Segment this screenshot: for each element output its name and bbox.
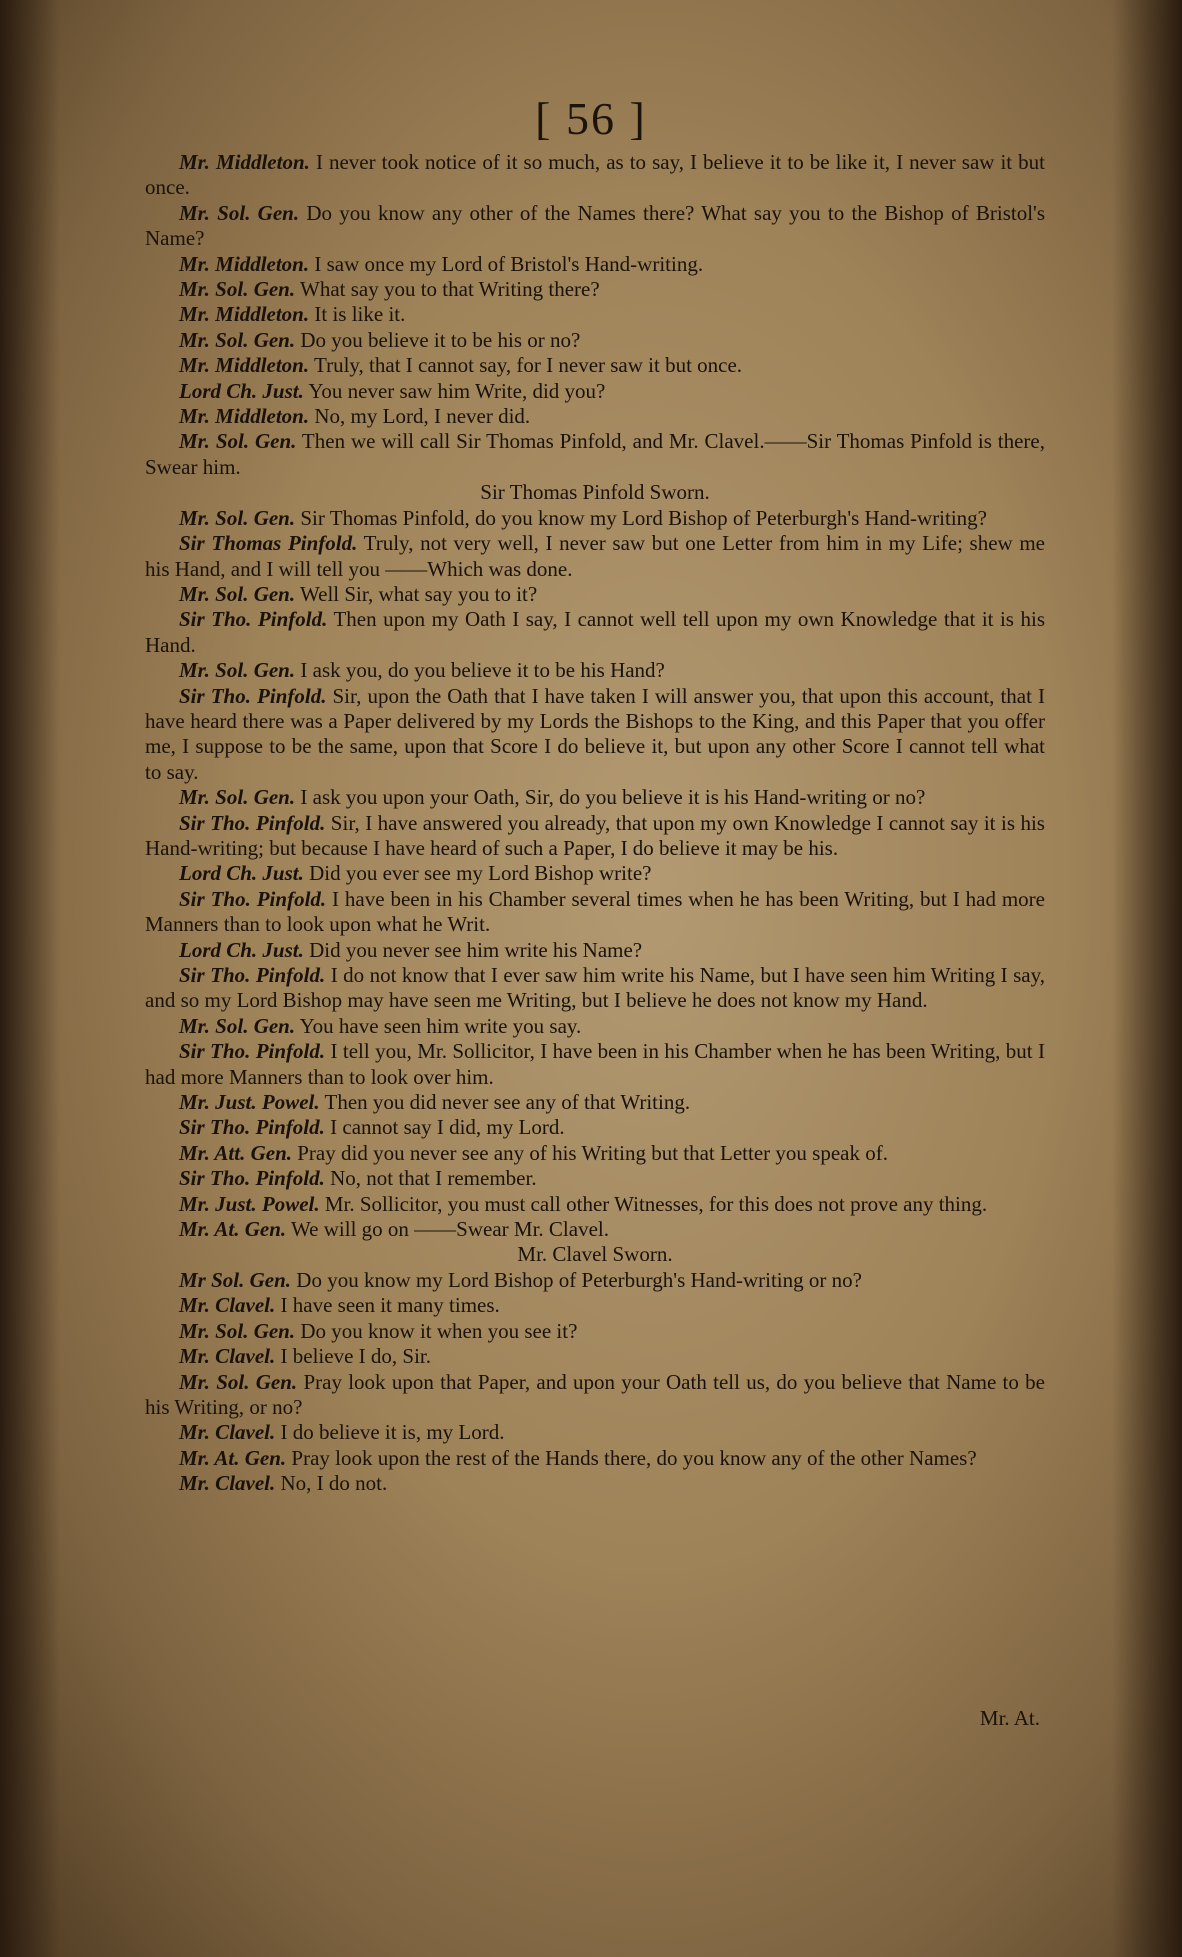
testimony-paragraph bbox=[145, 607, 1045, 658]
testimony-text: You have seen him write you say. bbox=[295, 1013, 582, 1038]
testimony-text: I ask you, do you believe it to be his Hand? bbox=[295, 658, 665, 683]
speaker-label: Sir Tho. Pinfold. bbox=[179, 1166, 325, 1191]
testimony-paragraph bbox=[145, 277, 1045, 302]
testimony-text: Mr. Sollicitor, you must call other Witnesses, for this does not prove any thing. bbox=[319, 1191, 988, 1216]
speaker-label: Mr. Clavel. bbox=[179, 1293, 276, 1318]
speaker-label: Mr. Sol. Gen. bbox=[179, 429, 297, 454]
speaker-label: Mr. Middleton. bbox=[179, 353, 310, 378]
speaker-label: Sir Tho. Pinfold. bbox=[179, 1115, 325, 1140]
testimony-paragraph bbox=[145, 1166, 1045, 1191]
speaker-label: Mr. Att. Gen. bbox=[179, 1140, 292, 1165]
speaker-label: Mr. Sol. Gen. bbox=[179, 1013, 296, 1038]
testimony-text: Did you ever see my Lord Bishop write? bbox=[303, 861, 652, 886]
speaker-label: Mr. Middleton. bbox=[179, 251, 310, 276]
testimony-paragraph bbox=[145, 1141, 1045, 1166]
testimony-paragraph bbox=[145, 506, 1045, 531]
testimony-text: Then upon my Oath I say, I cannot well tell upon my own Knowledge that it is his Hand. bbox=[145, 607, 1045, 657]
testimony-text: Sir, I have answered you already, that upon my own Knowledge I cannot say it is his Hand-writing; but because I have heard of such a Paper, I do believe it may be his. bbox=[145, 810, 1045, 860]
testimony-paragraph bbox=[145, 938, 1045, 963]
testimony-text: No, I do not. bbox=[275, 1471, 388, 1496]
testimony-text: Pray look upon that Paper, and upon your Oath tell us, do you believe that Name to be his Writing, or no? bbox=[145, 1369, 1045, 1419]
speaker-label: Sir Tho. Pinfold. bbox=[179, 607, 328, 632]
testimony-paragraph bbox=[145, 379, 1045, 404]
transcript-body bbox=[145, 150, 1045, 1497]
testimony-paragraph bbox=[145, 1115, 1045, 1140]
testimony-paragraph bbox=[145, 1344, 1045, 1369]
speaker-label: Sir Thomas Pinfold. bbox=[179, 531, 358, 556]
testimony-text: You never saw him Write, did you? bbox=[303, 378, 606, 403]
testimony-text: Do you believe it to be his or no? bbox=[295, 327, 581, 352]
testimony-text: I cannot say I did, my Lord. bbox=[324, 1115, 565, 1140]
speaker-label: Mr. Clavel. bbox=[179, 1344, 276, 1369]
testimony-paragraph bbox=[145, 1319, 1045, 1344]
testimony-text: I have seen it many times. bbox=[275, 1293, 500, 1318]
speaker-label: Mr. At. Gen. bbox=[179, 1217, 287, 1242]
testimony-text: No, not that I remember. bbox=[324, 1166, 537, 1191]
speaker-label: Lord Ch. Just. bbox=[179, 861, 304, 886]
testimony-text: I do believe it is, my Lord. bbox=[275, 1420, 505, 1445]
speaker-label: Mr. Middleton. bbox=[179, 150, 310, 174]
speaker-label: Mr. Sol. Gen. bbox=[179, 277, 296, 302]
speaker-label: Mr. Clavel. bbox=[179, 1471, 276, 1496]
testimony-paragraph bbox=[145, 861, 1045, 886]
testimony-paragraph bbox=[145, 1370, 1045, 1421]
testimony-paragraph bbox=[145, 1090, 1045, 1115]
testimony-paragraph bbox=[145, 1268, 1045, 1293]
page-number: [ 56 ] bbox=[535, 93, 647, 144]
sworn-notice bbox=[145, 480, 1045, 505]
speaker-label: Mr Sol. Gen. bbox=[179, 1267, 292, 1292]
speaker-label: Sir Tho. Pinfold. bbox=[179, 886, 327, 911]
speaker-label: Lord Ch. Just. bbox=[179, 937, 304, 962]
testimony-text: Sir Thomas Pinfold Sworn. bbox=[480, 480, 710, 505]
sworn-notice bbox=[145, 1242, 1045, 1267]
speaker-label: Sir Tho. Pinfold. bbox=[179, 963, 326, 987]
testimony-text: Did you never see him write his Name? bbox=[303, 937, 643, 962]
speaker-label: Sir Tho. Pinfold. bbox=[179, 810, 326, 835]
testimony-paragraph bbox=[145, 684, 1045, 786]
testimony-paragraph bbox=[145, 582, 1045, 607]
speaker-label: Mr. Middleton. bbox=[179, 302, 310, 327]
page-edge-shadow-right bbox=[1112, 0, 1182, 1957]
testimony-paragraph bbox=[145, 785, 1045, 810]
testimony-paragraph bbox=[145, 658, 1045, 683]
testimony-paragraph bbox=[145, 1039, 1045, 1090]
testimony-paragraph bbox=[145, 328, 1045, 353]
testimony-text: What say you to that Writing there? bbox=[295, 277, 600, 302]
speaker-label: Sir Tho. Pinfold. bbox=[179, 683, 327, 708]
testimony-text: Do you know my Lord Bishop of Peterburgh's Hand-writing or no? bbox=[291, 1267, 862, 1292]
speaker-label: Mr. Sol. Gen. bbox=[179, 785, 296, 810]
testimony-paragraph bbox=[145, 1420, 1045, 1445]
testimony-text: Truly, not very well, I never saw but one Letter from him in my Life; shew me his Hand, and I will tell you ——Which was done. bbox=[145, 531, 1045, 581]
speaker-label: Mr. Clavel. bbox=[179, 1420, 276, 1445]
testimony-paragraph bbox=[145, 1217, 1045, 1242]
testimony-text: Truly, that I cannot say, for I never saw it but once. bbox=[309, 353, 743, 378]
page-edge-shadow-left bbox=[0, 0, 60, 1957]
testimony-text: Well Sir, what say you to it? bbox=[295, 581, 538, 606]
testimony-text: I believe I do, Sir. bbox=[275, 1344, 431, 1369]
testimony-text: I never took notice of it so much, as to say, I believe it to be like it, I never saw it but once. bbox=[145, 150, 1045, 200]
testimony-text: Do you know any other of the Names there? What say you to the Bishop of Bristol's Name? bbox=[145, 200, 1045, 251]
speaker-label: Sir Tho. Pinfold. bbox=[179, 1039, 326, 1064]
testimony-paragraph bbox=[145, 429, 1045, 480]
speaker-label: Mr. Just. Powel. bbox=[179, 1191, 320, 1216]
testimony-paragraph bbox=[145, 1471, 1045, 1496]
testimony-paragraph bbox=[145, 887, 1045, 938]
speaker-label: Lord Ch. Just. bbox=[179, 378, 304, 403]
testimony-paragraph bbox=[145, 302, 1045, 327]
speaker-label: Mr. Sol. Gen. bbox=[179, 1318, 296, 1343]
testimony-text: Sir Thomas Pinfold, do you know my Lord Bishop of Peterburgh's Hand-writing? bbox=[295, 505, 988, 530]
testimony-paragraph bbox=[145, 150, 1045, 201]
speaker-label: Mr. Middleton. bbox=[179, 404, 310, 429]
speaker-label: Mr. Sol. Gen. bbox=[179, 200, 300, 225]
testimony-text: Mr. Clavel Sworn. bbox=[517, 1242, 673, 1267]
testimony-text: I tell you, Mr. Sollicitor, I have been in his Chamber when he has been Writing, but I had more Manners than to look over him. bbox=[145, 1039, 1045, 1089]
testimony-text: No, my Lord, I never did. bbox=[309, 404, 531, 429]
testimony-text: I ask you upon your Oath, Sir, do you believe it is his Hand-writing or no? bbox=[295, 785, 926, 810]
speaker-label: Mr. Sol. Gen. bbox=[179, 327, 296, 352]
speaker-label: Mr. Sol. Gen. bbox=[179, 1369, 298, 1394]
testimony-text: I do not know that I ever saw him write his Name, but I have seen him Writing I say, and so my Lord Bishop may have seen me Writing, but I believe he does not know my Hand. bbox=[145, 963, 1045, 1013]
testimony-paragraph bbox=[145, 1293, 1045, 1318]
testimony-paragraph bbox=[145, 1014, 1045, 1039]
testimony-paragraph bbox=[145, 1446, 1045, 1471]
testimony-text: Then we will call Sir Thomas Pinfold, and Mr. Clavel.——Sir Thomas Pinfold is there, Swear him. bbox=[145, 429, 1045, 479]
testimony-text: It is like it. bbox=[309, 302, 406, 327]
testimony-paragraph bbox=[145, 252, 1045, 277]
speaker-label: Mr. Sol. Gen. bbox=[179, 658, 296, 683]
testimony-text: I saw once my Lord of Bristol's Hand-writing. bbox=[309, 251, 704, 276]
testimony-paragraph bbox=[145, 963, 1045, 1014]
testimony-text: Pray look upon the rest of the Hands there, do you know any of the other Names? bbox=[286, 1445, 977, 1470]
testimony-text: We will go on ——Swear Mr. Clavel. bbox=[286, 1217, 609, 1242]
speaker-label: Mr. Just. Powel. bbox=[179, 1090, 320, 1115]
testimony-text: Pray did you never see any of his Writing but that Letter you speak of. bbox=[292, 1140, 888, 1165]
speaker-label: Mr. Sol. Gen. bbox=[179, 581, 296, 606]
testimony-paragraph bbox=[145, 811, 1045, 862]
catchword: Mr. At. bbox=[979, 1706, 1040, 1730]
testimony-text: Sir, upon the Oath that I have taken I will answer you, that upon this account, that I have heard there was a Paper delivered by my Lords the Bishops to the King, and this Paper that you offer me, I suppose to be the same, upon that Score I do believe it, but upon any other Score I cannot tell what to say. bbox=[145, 683, 1045, 784]
speaker-label: Mr. Sol. Gen. bbox=[179, 505, 296, 530]
testimony-paragraph bbox=[145, 404, 1045, 429]
testimony-text: Do you know it when you see it? bbox=[295, 1318, 578, 1343]
testimony-paragraph bbox=[145, 1192, 1045, 1217]
speaker-label: Mr. At. Gen. bbox=[179, 1445, 287, 1470]
testimony-text: Then you did never see any of that Writing. bbox=[319, 1090, 691, 1115]
testimony-paragraph bbox=[145, 353, 1045, 378]
testimony-paragraph bbox=[145, 201, 1045, 252]
testimony-paragraph bbox=[145, 531, 1045, 582]
testimony-text: I have been in his Chamber several times when he has been Writing, but I had more Manners than to look upon what he Writ. bbox=[145, 886, 1045, 937]
